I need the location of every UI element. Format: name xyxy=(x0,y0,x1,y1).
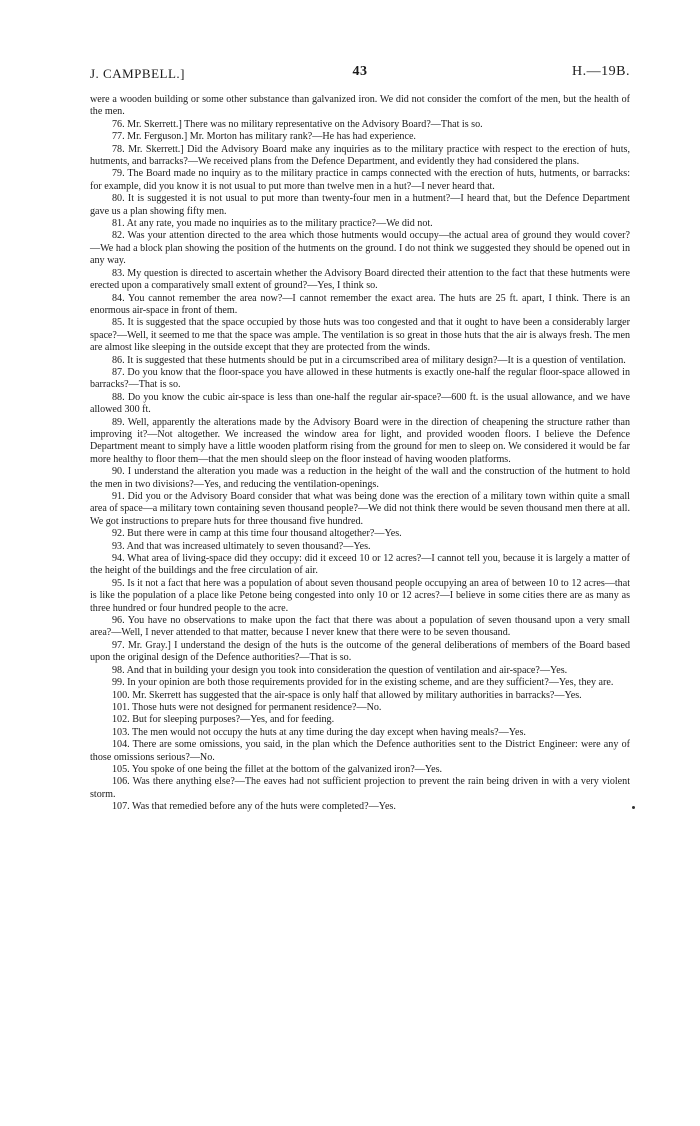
paragraph: 103. The men would not occupy the huts at any time during the day except when having meals?—Yes. xyxy=(112,726,526,738)
paragraph: were a wooden building or some other substance than galvanized iron. We did not consider the comfort of the men, but the health of the men. xyxy=(90,94,630,118)
paragraph: 99. In your opinion are both those requirements provided for in the existing scheme, and are they sufficient?—Yes, they are. xyxy=(112,677,614,689)
paragraph: 87. Do you know that the floor-space you have allowed in these hutments is exactly one-half the regular floor-space allowed in barracks?—That is so. xyxy=(90,366,630,391)
paragraph: 94. What area of living-space did they occupy: did it exceed 10 or 12 acres?—I cannot tell you, because it is largely a matter of the height of the buildings and the free circulation of air. xyxy=(90,553,630,577)
paragraph: 101. Those huts were not designed for permanent residence?—No. xyxy=(112,701,382,713)
testimony-body xyxy=(90,94,630,814)
paragraph: 100. Mr. Skerrett has suggested that the air-space is only half that allowed by military authorities in barracks?—Yes. xyxy=(112,689,582,701)
paragraph: 76. Mr. Skerrett.] There was no military representative on the Advisory Board?—That is so. xyxy=(112,118,483,130)
page-number: 43 xyxy=(352,64,368,79)
paragraph: 102. But for sleeping purposes?—Yes, and for feeding. xyxy=(112,714,335,726)
witness-name: J. CAMPBELL.] xyxy=(90,66,185,81)
paragraph: 78. Mr. Skerrett.] Did the Advisory Board make any inquiries as to the military practice with respect to the erection of huts, hutments, and barracks?—We received plans from the Defence Department, and evidently they had considered the plans. xyxy=(90,143,630,168)
page-header xyxy=(90,66,630,94)
paragraph: 96. You have no observations to make upon the fact that there was about a population of seven thousand upon a very small area?—Well, I never attended to that matter, because I never knew that there were to be seven thousand. xyxy=(90,615,630,639)
paragraph: 89. Well, apparently the alterations made by the Advisory Board were in the direction of cheapening the structure rather than improving it?—Not altogether. We increased the window area for light, and provided wooden floors. I believe the Defence Department meant to simply have a little wooden platform rising from the ground for men to sleep on. We considered it would be far more healthy to floor them—that the men should sleep on the floor instead of having wooden platforms. xyxy=(90,416,630,465)
margin-dot xyxy=(632,806,635,809)
paragraph: 92. But there were in camp at this time four thousand altogether?—Yes. xyxy=(112,528,402,540)
document-reference: H.—19B. xyxy=(572,64,630,79)
paragraph: 86. It is suggested that these hutments should be put in a circumscribed area of military design?—It is a question of ventilation. xyxy=(112,354,626,366)
paragraph: 84. You cannot remember the area now?—I cannot remember the exact area. The huts are 25 ft. apart, I think. There is an enormous air-space in front of them. xyxy=(90,292,630,316)
paragraph: 98. And that in building your design you took into consideration the question of ventilation and air-space?—Yes. xyxy=(112,664,568,676)
paragraph: 104. There are some omissions, you said, in the plan which the Defence authorities sent to the District Engineer: were any of those omissions serious?—No. xyxy=(90,739,630,763)
paragraph: 82. Was your attention directed to the area which those hutments would occupy—the actual area of ground they would cover?—We had a block plan showing the position of the hutments on the ground. I do not think we suggested they should be opened out in any way. xyxy=(90,230,630,267)
paragraph: 93. And that was increased ultimately to seven thousand?—Yes. xyxy=(112,540,371,552)
paragraph: 83. My question is directed to ascertain whether the Advisory Board directed their attention to the fact that these hutments were erected upon a comparatively small extent of ground?—Yes, I think so. xyxy=(90,267,630,292)
paragraph: 91. Did you or the Advisory Board consider that what was being done was the erection of a military town within quite a small area of space—a military town containing seven thousand people?—We did not think there would be seven thousand men there at all. We got instructions to prepare huts for three thousand five hundred. xyxy=(90,491,630,527)
paragraph: 81. At any rate, you made no inquiries as to the military practice?—We did not. xyxy=(112,218,433,230)
paragraph: 79. The Board made no inquiry as to the military practice in camps connected with the erection of huts, hutments, or barracks: for example, did you know it is not usual to put more than twelve men in a hut?—I never heard that. xyxy=(90,168,630,192)
paragraph: 97. Mr. Gray.] I understand the design of the huts is the outcome of the general deliberations of members of the Board based upon the original design of the Defence authorities?—That is so. xyxy=(90,639,630,664)
paragraph: 106. Was there anything else?—The eaves had not sufficient projection to prevent the rain being driven in with a very violent storm. xyxy=(90,776,630,800)
paragraph: 85. It is suggested that the space occupied by those huts was too congested and that it ought to have been a considerably larger space?—Well, it seemed to me that the space was ample. The ventilation is so great in those huts that the air is always fresh. The men are almost like sleeping in the outside except that they are protected from the winds. xyxy=(90,317,630,354)
paragraph: 80. It is suggested it is not usual to put more than twenty-four men in a hutment?—I heard that, but the Defence Department gave us a plan showing fifty men. xyxy=(90,193,630,217)
paragraph: 105. You spoke of one being the fillet at the bottom of the galvanized iron?—Yes. xyxy=(112,763,443,775)
paragraph: 90. I understand the alteration you made was a reduction in the height of the wall and the construction of the hutment to hold the men in two divisions?—Yes, and reducing the ventilation-openings. xyxy=(90,466,630,490)
paragraph: 88. Do you know the cubic air-space is less than one-half the regular air-space?—600 ft. is the usual allowance, and we have allowed 300 ft. xyxy=(90,391,630,416)
paragraph: 107. Was that remedied before any of the huts were completed?—Yes. xyxy=(112,801,396,813)
paragraph: 77. Mr. Ferguson.] Mr. Morton has military rank?—He has had experience. xyxy=(112,131,416,143)
paragraph: 95. Is it not a fact that here was a population of about seven thousand people occupying an area of between 10 to 12 acres—that is like the population of a place like Petone being congested into only 10 or 12 acres?—I believe in some cities there are as many as three hundred or four hundred people to the acre. xyxy=(90,577,630,614)
